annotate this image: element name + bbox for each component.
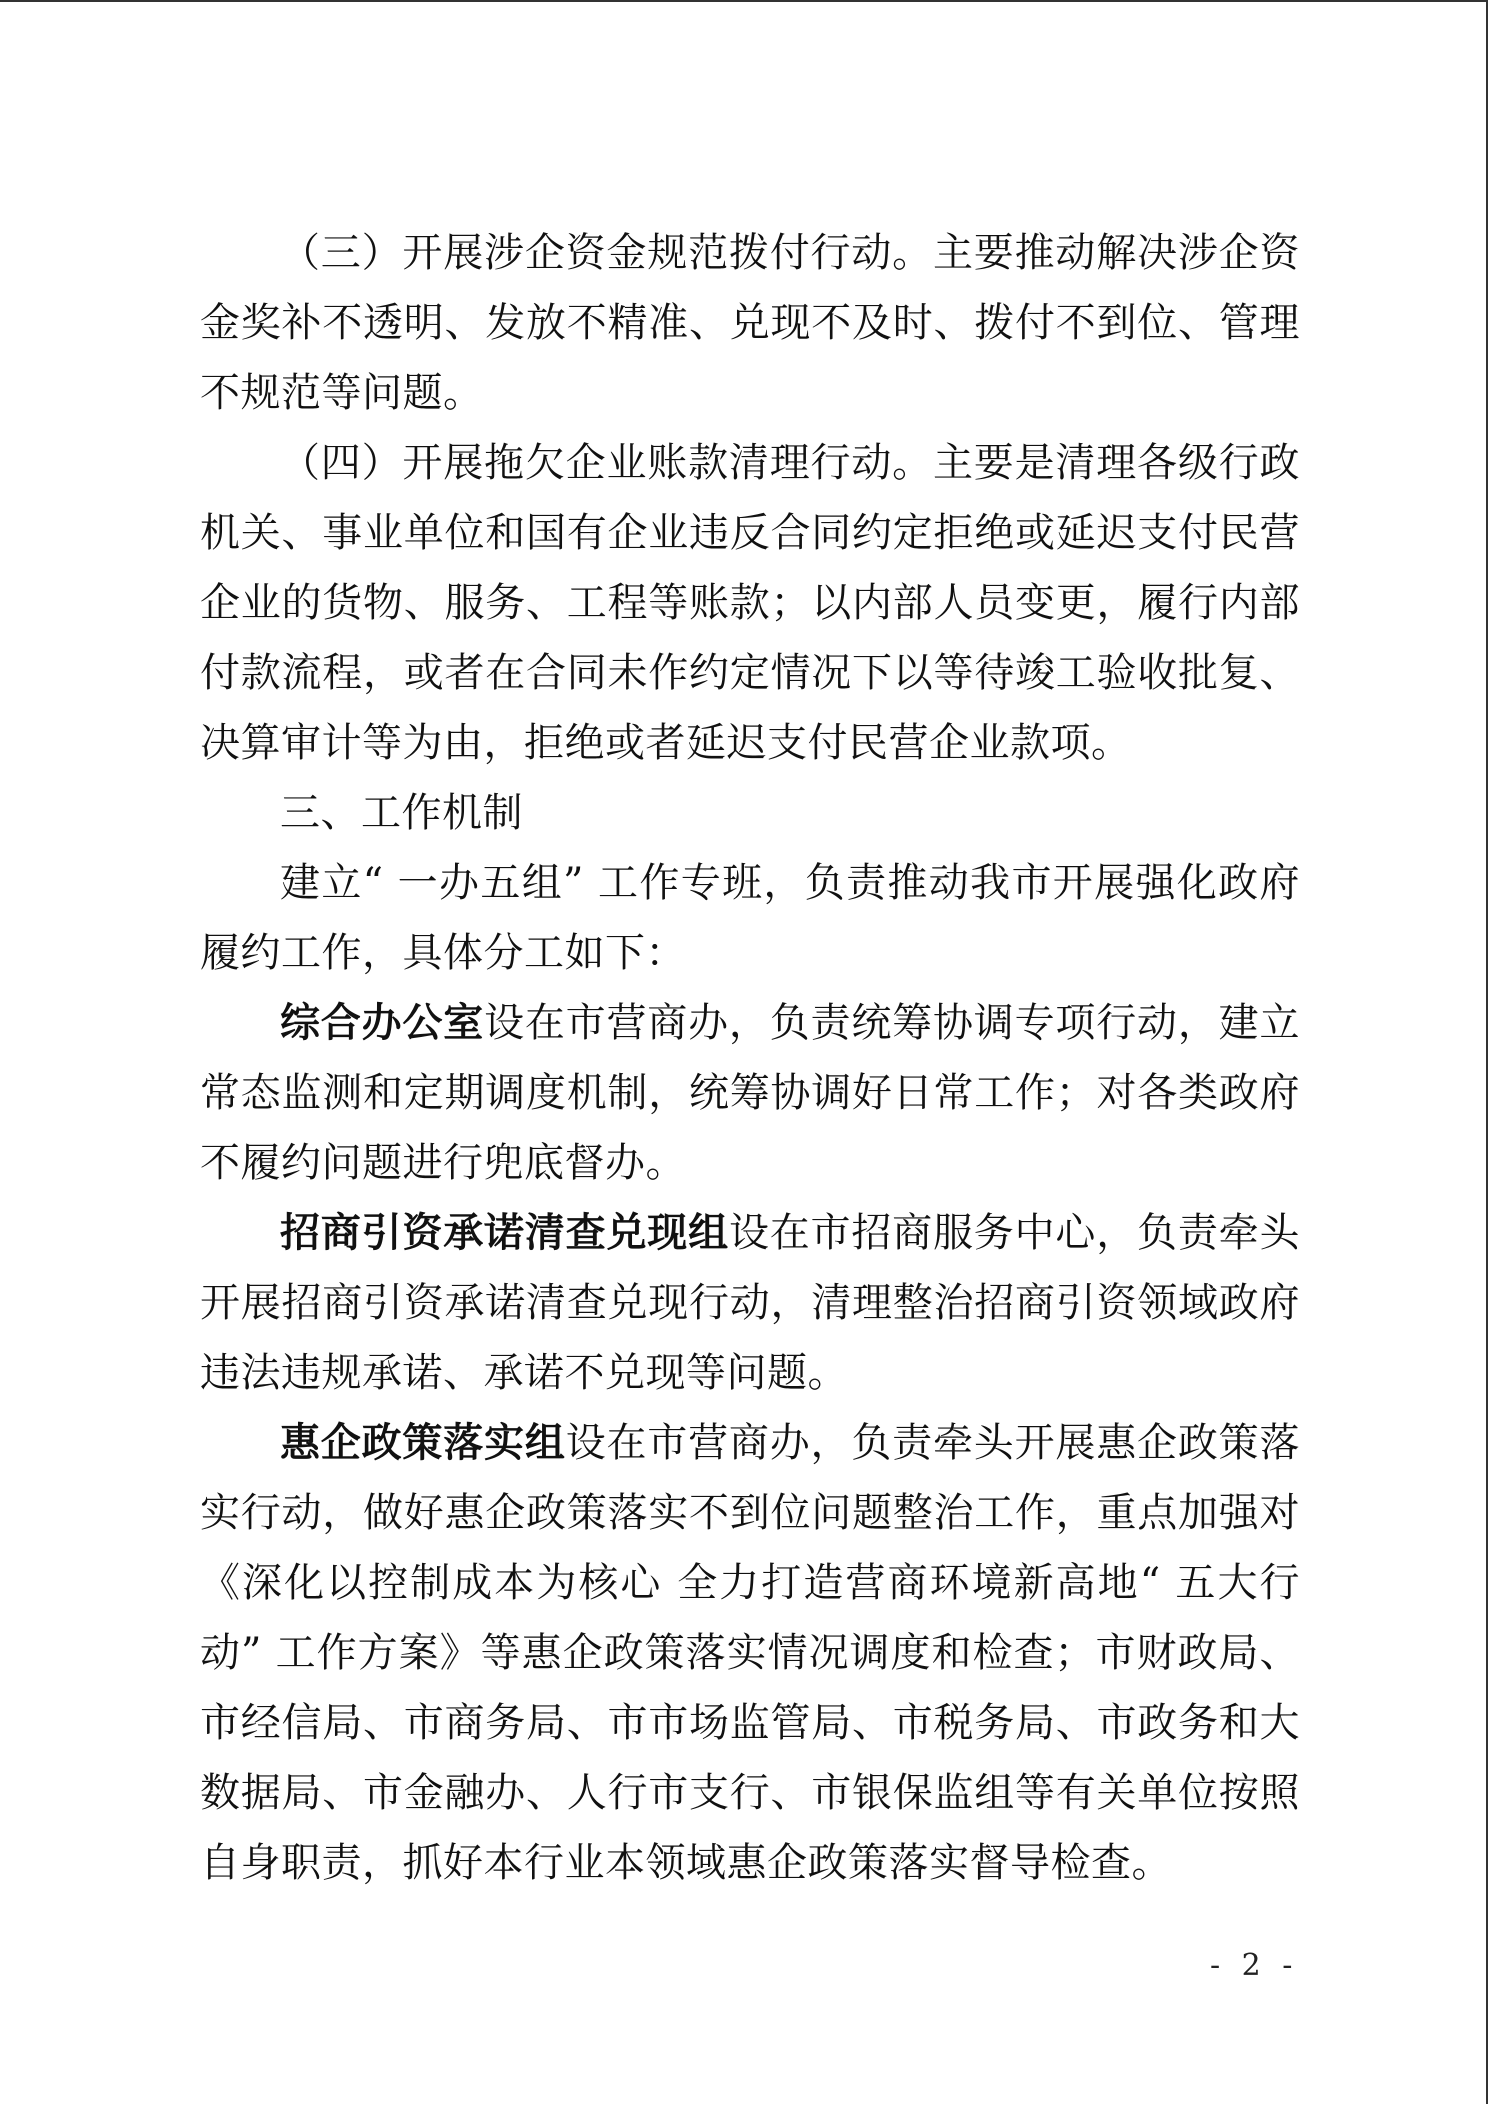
document-body: [200, 218, 1300, 1898]
paragraph-lead-bold: 招商引资承诺清查兑现组: [280, 1209, 729, 1256]
paragraph-text: 设在市招商服务中心，负责牵头开展招商引资承诺清查兑现行动，清理整治招商引资领域政府违法违规承诺、承诺不兑现等问题。: [200, 1210, 1300, 1396]
paragraph-text: 建立“ 一办五组” 工作专班，负责推动我市开展强化政府履约工作，具体分工如下：: [200, 860, 1300, 976]
page-border-top: [0, 0, 1488, 2]
paragraph-text: 设在市营商办，负责统筹协调专项行动，建立常态监测和定期调度机制，统筹协调好日常工作；对各类政府不履约问题进行兜底督办。: [200, 1000, 1300, 1186]
page-number: - 2 -: [1210, 1948, 1299, 1983]
paragraph-lead-bold: 惠企政策落实组: [280, 1419, 566, 1466]
paragraph-investment-group: [200, 1198, 1300, 1408]
paragraph-text: （四）开展拖欠企业账款清理行动。主要是清理各级行政机关、事业单位和国有企业违反合同约定拒绝或延迟支付民营企业的货物、服务、工程等账款；以内部人员变更，履行内部付款流程，或者在合同未作约定情况下以等待竣工验收批复、决算审计等为由，拒绝或者延迟支付民营企业款项。: [200, 440, 1300, 766]
paragraph-general-office: [200, 988, 1300, 1198]
paragraph-task-force: [200, 848, 1300, 988]
heading-text: 三、工作机制: [280, 790, 523, 836]
paragraph-text: （三）开展涉企资金规范拨付行动。主要推动解决涉企资金奖补不透明、发放不精准、兑现不及时、拨付不到位、管理不规范等问题。: [200, 230, 1300, 416]
paragraph-policy-group: [200, 1408, 1300, 1898]
paragraph-section-3: [200, 218, 1300, 428]
heading-work-mechanism: [200, 778, 1300, 848]
paragraph-section-4: [200, 428, 1300, 778]
paragraph-text: 设在市营商办，负责牵头开展惠企政策落实行动，做好惠企政策落实不到位问题整治工作，重点加强对《深化以控制成本为核心 全力打造营商环境新高地“ 五大行动” 工作方案》等惠企政策落实情况调度和检查；市财政局、市经信局、市商务局、市市场监管局、市税务局、市政务和大数据局、市金融办、人行市支行、市银保监组等有关单位按照自身职责，抓好本行业本领域惠企政策落实督导检查。: [200, 1420, 1300, 1886]
paragraph-lead-bold: 综合办公室: [280, 999, 485, 1046]
